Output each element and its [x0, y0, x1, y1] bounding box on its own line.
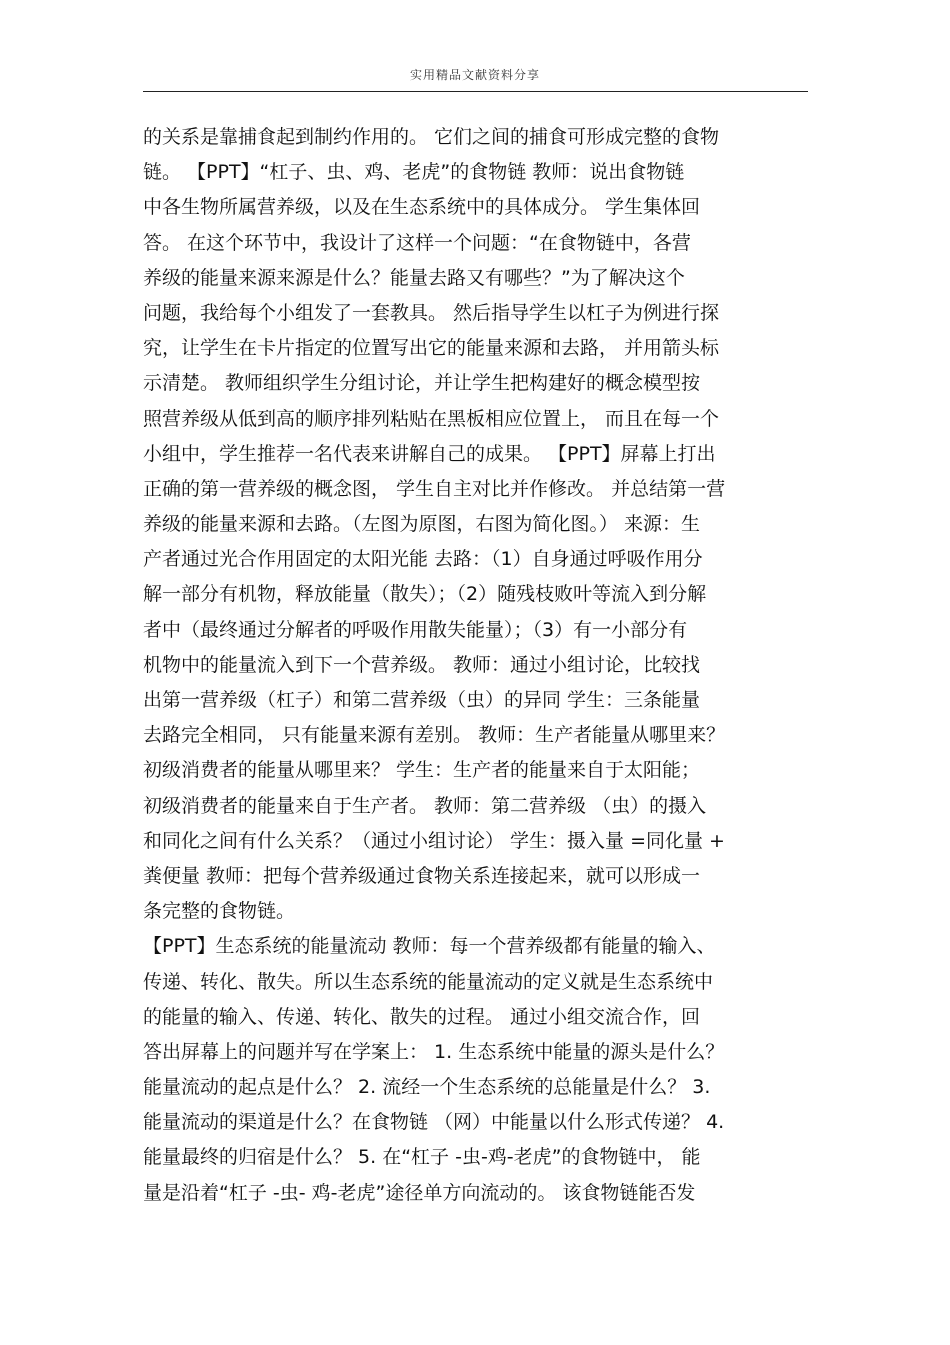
- text-line: 养级的能量来源和去路。（左图为原图，右图为简化图。） 来源：生: [143, 513, 701, 536]
- text-line: 条完整的食物链。: [143, 900, 296, 923]
- text-line: 养级的能量来源来源是什么？能量去路又有哪些？”为了解决这个: [143, 266, 685, 289]
- text-line: 中各生物所属营养级，以及在生态系统中的具体成分。 学生集体回: [143, 196, 701, 219]
- text-line: 出第一营养级（杠子）和第二营养级（虫）的异同 学生：三条能量: [143, 689, 701, 711]
- text-line: 正确的第一营养级的概念图， 学生自主对比并作修改。 并总结第一营: [143, 477, 726, 500]
- text-line: 示清楚。 教师组织学生分组讨论，并让学生把构建好的概念模型按: [143, 372, 701, 395]
- text-line: 【PPT】生态系统的能量流动 教师：每一个营养级都有能量的输入、: [143, 935, 716, 958]
- text-line: 产者通过光合作用固定的太阳光能 去路：（1）自身通过呼吸作用分: [143, 548, 703, 571]
- text-line: 链。 【PPT】“杠子、虫、鸡、老虎”的食物链 教师：说出食物链: [143, 161, 685, 184]
- text-line: 的能量的输入、传递、转化、散失的过程。 通过小组交流合作，回: [143, 1005, 701, 1028]
- text-line: 初级消费者的能量从哪里来？ 学生：生产者的能量来自于太阳能；: [143, 759, 701, 782]
- body-text: [143, 120, 813, 1211]
- text-line: 和同化之间有什么关系？（通过小组讨论） 学生：摄入量 =同化量 +: [143, 829, 725, 852]
- text-line: 能量流动的起点是什么？ 2. 流经一个生态系统的总能量是什么？ 3.: [143, 1076, 711, 1099]
- text-line: 答出屏幕上的问题并写在学案上： 1. 生态系统中能量的源头是什么？: [143, 1040, 725, 1063]
- text-line: 者中（最终通过分解者的呼吸作用散失能量）；（3）有一小部分有: [143, 618, 688, 641]
- text-line: 去路完全相同， 只有能量来源有差别。 教师：生产者能量从哪里来？: [143, 724, 726, 747]
- text-line: 究，让学生在卡片指定的位置写出它的能量来源和去路， 并用箭头标: [143, 337, 720, 360]
- text-line: 的关系是靠捕食起到制约作用的。 它们之间的捕食可形成完整的食物: [143, 126, 720, 148]
- text-line: 机物中的能量流入到下一个营养级。 教师：通过小组讨论，比较找: [143, 653, 701, 676]
- header-rule: [143, 91, 808, 92]
- text-line: 初级消费者的能量来自于生产者。 教师：第二营养级 （虫）的摄入: [143, 794, 707, 817]
- text-line: 粪便量 教师：把每个营养级通过食物关系连接起来，就可以形成一: [143, 864, 701, 887]
- text-line: 照营养级从低到高的顺序排列粘贴在黑板相应位置上， 而且在每一个: [143, 407, 720, 430]
- text-line: 传递、转化、散失。所以生态系统的能量流动的定义就是生态系统中: [143, 970, 714, 993]
- text-line: 解一部分有机物，释放能量（散失）；（2）随残枝败叶等流入到分解: [143, 583, 707, 606]
- text-line: 能量最终的归宿是什么？ 5. 在“杠子 -虫-鸡-老虎”的食物链中， 能: [143, 1146, 701, 1169]
- text-line: 量是沿着“杠子 -虫- 鸡-老虎”途径单方向流动的。 该食物链能否发: [143, 1181, 696, 1204]
- text-line: 答。 在这个环节中，我设计了这样一个问题：“在食物链中，各营: [143, 231, 691, 254]
- text-line: 问题，我给每个小组发了一套教具。 然后指导学生以杠子为例进行探: [143, 301, 720, 324]
- text-line: 能量流动的渠道是什么？在食物链 （网）中能量以什么形式传递？ 4.: [143, 1111, 725, 1134]
- text-line: 小组中，学生推荐一名代表来讲解自己的成果。 【PPT】屏幕上打出: [143, 442, 716, 465]
- page-header: 实用精品文献资料分享: [409, 68, 540, 82]
